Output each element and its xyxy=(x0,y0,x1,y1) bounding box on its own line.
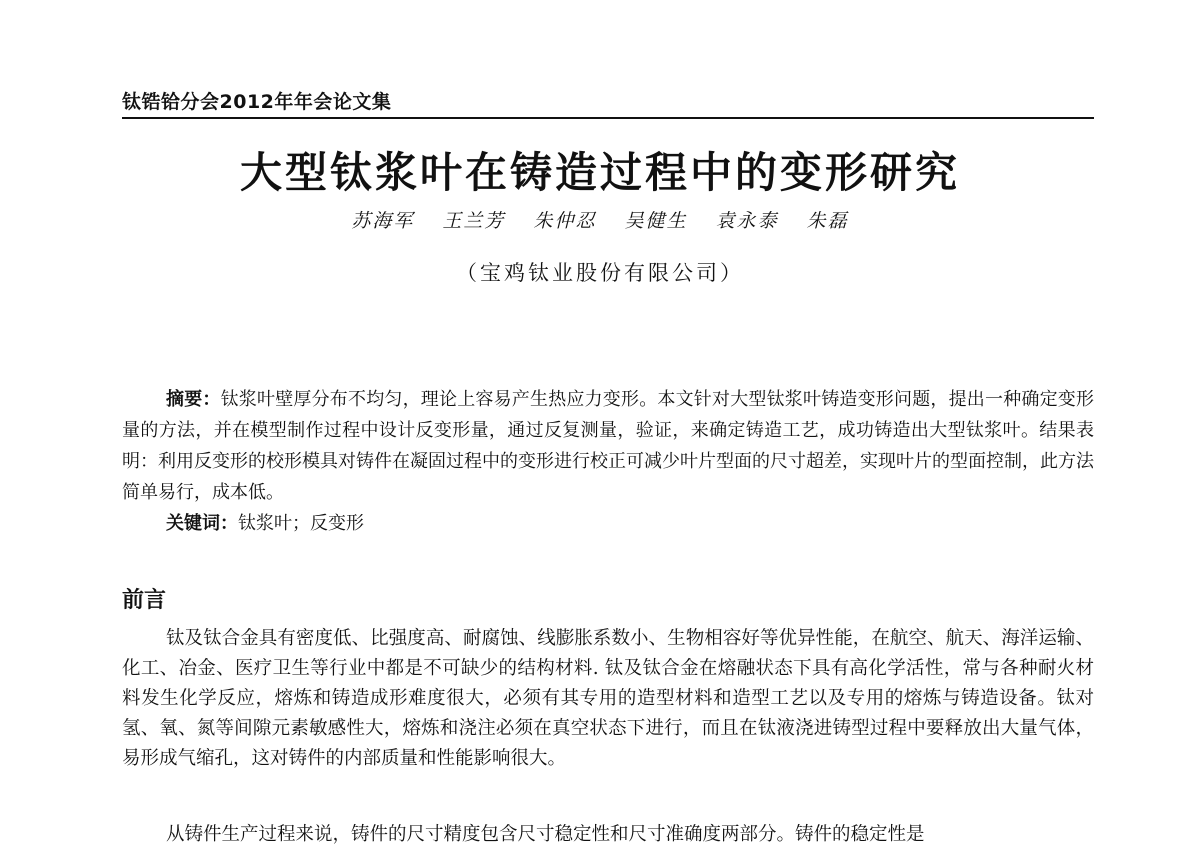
keywords-label: 关键词： xyxy=(166,513,238,534)
body-paragraph-1: 钛及钛合金具有密度低、比强度高、耐腐蚀、线膨胀系数小、生物相容好等优异性能，在航空、航天、海洋运输、化工、冶金、医疗卫生等行业中都是不可缺少的结构材料. 钛及钛合金在熔融状态下具有高化学活性，常与各种耐火材料发生化学反应，熔炼和铸造成形难度很大，必须有其专用的造型材料和造型工艺以及专用的熔炼与铸造设备。钛对氢、氧、氮等间隙元素敏感性大，熔炼和浇注必须在真空状态下进行，而且在钛液浇进铸型过程中要释放出大量气体，易形成气缩孔，这对铸件的内部质量和性能影响很大。 xyxy=(122,628,1094,769)
section-heading-preface: 前言 xyxy=(122,588,167,613)
author-list: 苏海军 王兰芳 朱仲忍 吴健生 袁永泰 朱磊 xyxy=(351,210,849,232)
keywords-text: 钛浆叶；反变形 xyxy=(238,513,364,534)
running-header-title: 钛锆铪分会2012年年会论文集 xyxy=(122,91,392,113)
body-paragraph-2: 从铸件生产过程来说，铸件的尺寸精度包含尺寸稳定性和尺寸准确度两部分。铸件的稳定性是 xyxy=(166,824,925,845)
abstract-text: 钛浆叶壁厚分布不均匀，理论上容易产生热应力变形。本文针对大型钛浆叶铸造变形问题，提出一种确定变形量的方法，并在模型制作过程中设计反变形量，通过反复测量，验证，来确定铸造工艺，成功铸造出大型钛浆叶。结果表明：利用反变形的校形模具对铸件在凝固过程中的变形进行校正可减少叶片型面的尺寸超差，实现叶片的型面控制，此方法简单易行，成本低。 xyxy=(122,389,1095,503)
abstract-label: 摘要： xyxy=(166,389,221,410)
paper-title: 大型钛浆叶在铸造过程中的变形研究 xyxy=(239,148,960,197)
running-header xyxy=(122,85,1094,119)
keywords xyxy=(166,508,1094,539)
affiliation: （宝鸡钛业股份有限公司） xyxy=(456,261,744,285)
abstract xyxy=(122,384,1094,508)
